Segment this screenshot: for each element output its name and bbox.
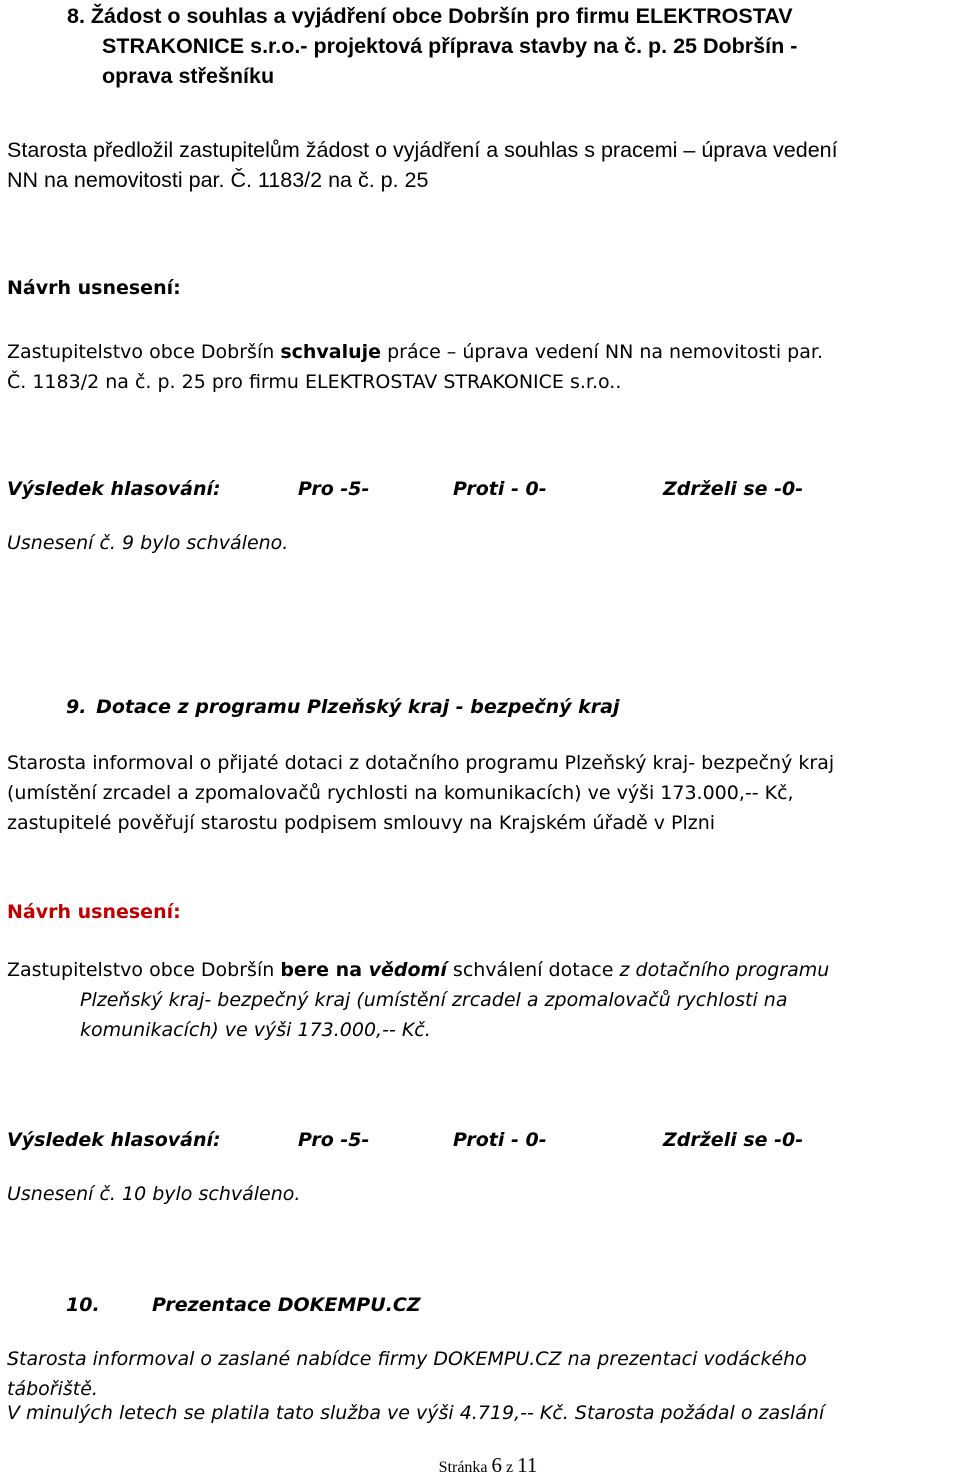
- vote-proti: Proti - 0-: [453, 1129, 547, 1151]
- proposal-text: schválení dotace: [446, 959, 620, 981]
- item8-body: [7, 135, 838, 195]
- proposal-text: z dotačního programu: [619, 959, 830, 981]
- item10-body-line: Starosta informoval o zaslané nabídce firmy DOKEMPU.CZ na prezentaci vodáckého: [7, 1348, 807, 1370]
- proposal-text: Zastupitelstvo obce Dobršín: [7, 341, 281, 363]
- item10-number: 10.: [66, 1294, 100, 1316]
- footer-prefix: Stránka: [438, 1459, 488, 1476]
- item9-proposal-line: komunikacích) ve výši 173.000,-- Kč.: [80, 1019, 431, 1041]
- item8-proposal-label: Návrh usnesení:: [7, 277, 181, 299]
- proposal-verb: schvaluje: [280, 341, 382, 363]
- item9-heading: [66, 692, 619, 722]
- item10-body: [7, 1344, 824, 1428]
- item9-resolution: Usnesení č. 10 bylo schváleno.: [7, 1183, 301, 1205]
- item9-proposal: [7, 955, 829, 1045]
- item8-proposal: [7, 337, 823, 397]
- item9-body-line: Starosta informoval o přijaté dotaci z dotačního programu Plzeňský kraj- bezpečný kraj: [7, 752, 835, 774]
- item10-body-line: tábořiště.: [7, 1378, 98, 1400]
- vote-proti: Proti - 0-: [453, 478, 547, 500]
- item9-title: Dotace z programu Plzeňský kraj - bezpečný kraj: [96, 696, 620, 718]
- footer-page: 6: [491, 1453, 503, 1477]
- item10-title: Prezentace DOKEMPU.CZ: [152, 1294, 421, 1316]
- vote-label: Výsledek hlasování:: [7, 1129, 221, 1151]
- footer-sep: z: [506, 1459, 514, 1476]
- item9-body-line: (umístění zrcadel a zpomalovačů rychlosti na komunikacích) ve výši 173.000,-- Kč,: [7, 782, 794, 804]
- item8-body-line: NN na nemovitosti par. Č. 1183/2 na č. p. 25: [7, 168, 429, 192]
- item9-body-line: zastupitelé pověřují starostu podpisem smlouvy na Krajském úřadě v Plzni: [7, 812, 716, 834]
- proposal-text: práce – úprava vedení NN na nemovitosti par.: [381, 341, 823, 363]
- item9-body: [7, 748, 834, 838]
- vote-pro: Pro -5-: [298, 478, 370, 500]
- vote-zdrzeli: Zdrželi se -0-: [663, 1129, 804, 1151]
- item8-proposal-line: Č. 1183/2 na č. p. 25 pro firmu ELEKTROSTAV STRAKONICE s.r.o..: [7, 371, 622, 393]
- vote-pro: Pro -5-: [298, 1129, 370, 1151]
- item9-vote: [7, 1125, 947, 1155]
- item9-proposal-label: Návrh usnesení:: [7, 901, 181, 923]
- item9-proposal-line: Plzeňský kraj- bezpečný kraj (umístění zrcadel a zpomalovačů rychlosti na: [80, 989, 788, 1011]
- item8-vote: [7, 474, 947, 504]
- item8-proposal-line: [7, 337, 823, 367]
- proposal-verb: vědomí: [368, 959, 447, 981]
- footer-total: 11: [517, 1453, 538, 1477]
- item8-body-line: Starosta předložil zastupitelům žádost o vyjádření a souhlas s pracemi – úprava vedení: [7, 138, 838, 162]
- proposal-text: Zastupitelstvo obce Dobršín: [7, 959, 281, 981]
- item8-resolution: Usnesení č. 9 bylo schváleno.: [7, 532, 289, 554]
- item9-number: 9.: [66, 696, 87, 718]
- item10-body-line: V minulých letech se platila tato služba ve výši 4.719,-- Kč. Starosta požádal o zaslání: [7, 1402, 825, 1424]
- page-footer: [0, 1453, 960, 1478]
- item8-heading: [67, 1, 797, 91]
- item8-heading-line: STRAKONICE s.r.o.- projektová příprava stavby na č. p. 25 Dobršín -: [102, 34, 798, 58]
- vote-label: Výsledek hlasování:: [7, 478, 221, 500]
- item8-heading-line: 8. Žádost o souhlas a vyjádření obce Dobršín pro firmu ELEKTROSTAV: [67, 4, 793, 28]
- item9-proposal-line: [7, 955, 829, 985]
- item8-heading-line: oprava střešníku: [102, 64, 275, 88]
- proposal-verb: bere na: [280, 959, 369, 981]
- vote-zdrzeli: Zdrželi se -0-: [663, 478, 804, 500]
- item10-heading: [66, 1290, 666, 1320]
